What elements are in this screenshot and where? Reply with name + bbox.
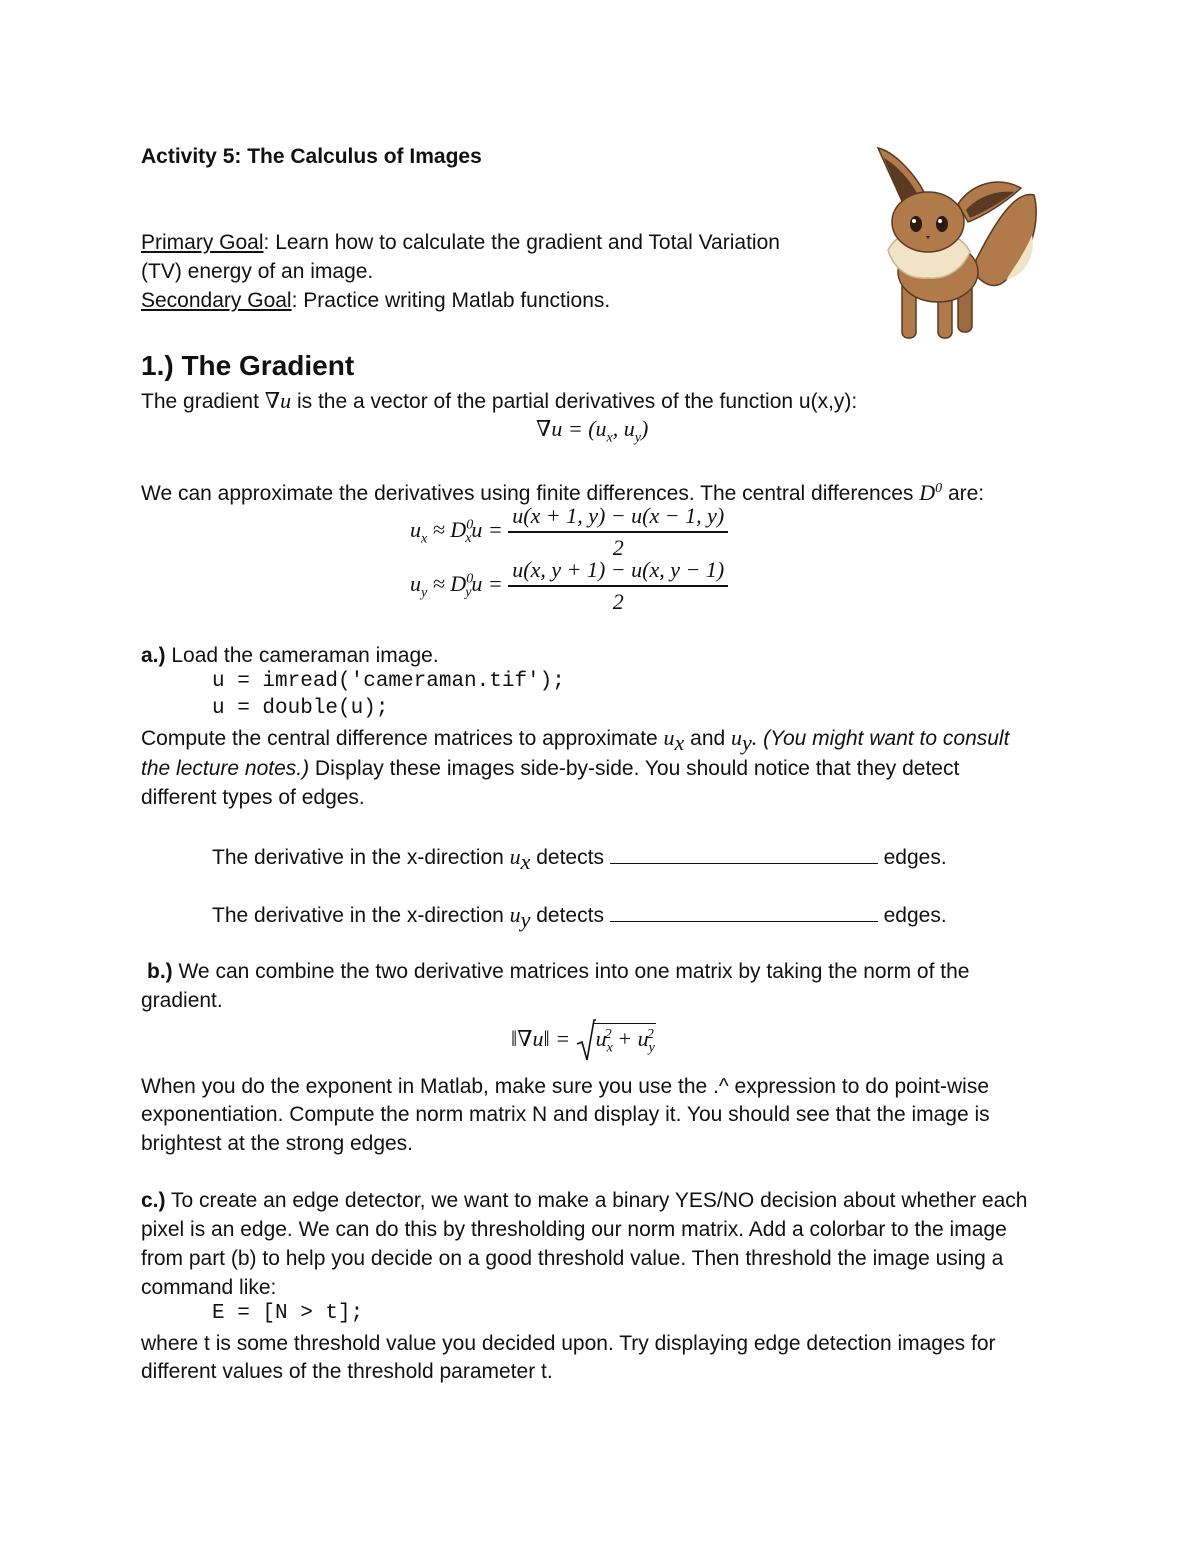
part-a-dot: .: [751, 725, 758, 750]
fill-in-blank-uy[interactable]: [610, 899, 878, 922]
code-line-2: u = double(u);: [212, 697, 389, 720]
norm-ux: u: [595, 1026, 607, 1051]
gradient-intro-b: is the a vector of the partial derivatives of the function u(x,y):: [291, 390, 858, 413]
grad-def-comma: , u: [612, 416, 635, 441]
part-b-line2: gradient.: [141, 989, 223, 1012]
norm-ux-sq: 2: [604, 1026, 612, 1042]
norm-plus: + u: [611, 1026, 649, 1051]
ux-d-sub: x: [465, 531, 472, 547]
fill2-u: u: [509, 902, 521, 927]
d0-symbol: D: [919, 480, 936, 505]
part-a-line2: [141, 755, 959, 783]
d0-sup: 0: [935, 481, 943, 496]
part-b-after-2: exponentiation. Compute the norm matrix N and display it. You should see that the image is: [141, 1103, 990, 1126]
ux-approx: ≈ D: [427, 517, 467, 543]
ux-sub: x: [421, 531, 428, 547]
part-b-after-1: When you do the exponent in Matlab, make sure you use the .^ expression to do point-wise: [141, 1075, 990, 1098]
ux-fraction: [508, 503, 728, 561]
part-a-line2-italic: the lecture notes.): [141, 757, 310, 780]
norm-sqrt: [576, 1026, 656, 1056]
ux-u: u: [410, 517, 421, 543]
part-c-after-2: different values of the threshold parameter t.: [141, 1360, 553, 1383]
part-a-uy: u: [731, 725, 743, 750]
part-c-line3: from part (b) to help you decide on a good threshold value. Then threshold the image using a: [141, 1247, 1004, 1270]
ux-numerator: u(x + 1, y) − u(x − 1, y): [508, 503, 728, 533]
fill2-c: edges.: [877, 904, 947, 927]
uy-approx: ≈ D: [427, 571, 467, 597]
fill1-b: detects: [530, 846, 610, 869]
part-a-text: Load the cameraman image.: [165, 644, 439, 667]
part-a-compute: [141, 724, 1009, 757]
grad-def-lhs: ∇u = (u: [536, 416, 607, 441]
primary-goal-cont: (TV) energy of an image.: [141, 260, 374, 283]
uy-u: u: [410, 571, 421, 597]
secondary-goal: [141, 287, 610, 315]
part-a-line2-rest: Display these images side-by-side. You should notice that they detect: [309, 757, 960, 780]
primary-goal-label: Primary Goal: [141, 231, 264, 254]
part-c-line4: command like:: [141, 1276, 277, 1299]
part-b-text-1: We can combine the two derivative matrices into one matrix by taking the norm of the: [172, 960, 970, 983]
secondary-goal-label: Secondary Goal: [141, 289, 292, 312]
uy-denominator: 2: [612, 589, 624, 614]
fill-in-ux: [212, 841, 947, 876]
code-line-3: E = [N > t];: [212, 1302, 364, 1325]
norm-uy-sq: 2: [646, 1026, 654, 1042]
grad-def-close: ): [640, 416, 649, 441]
part-c-text-1: To create an edge detector, we want to make a binary YES/NO decision about whether each: [165, 1189, 1028, 1212]
code-line-1: u = imread('cameraman.tif');: [212, 670, 565, 693]
ux-formula: [410, 503, 728, 561]
part-b-label: b.): [147, 960, 173, 983]
norm-uy-sub: y: [648, 1040, 655, 1056]
uy-sub: y: [421, 585, 428, 601]
ux-sup: 0: [466, 517, 474, 533]
norm-lhs: ‖∇u‖ =: [511, 1026, 571, 1051]
grad-def-sub-x: x: [606, 430, 613, 446]
norm-formula: [511, 1026, 656, 1056]
uy-numerator: u(x, y + 1) − u(x, y − 1): [508, 557, 728, 587]
fill-in-blank-ux[interactable]: [610, 841, 878, 864]
part-c-line2: pixel is an edge. We can do this by thresholding our norm matrix. Add a colorbar to the image: [141, 1218, 1007, 1241]
eevee-illustration: [866, 140, 1042, 350]
uy-fraction: [508, 557, 728, 615]
page-title: Activity 5: The Calculus of Images: [141, 145, 482, 168]
part-c-label: c.): [141, 1189, 166, 1212]
ux-eq: u =: [471, 517, 503, 543]
grad-symbol: ∇u: [264, 388, 292, 413]
fill2-sub: y: [520, 907, 531, 933]
part-c: [141, 1187, 1027, 1215]
uy-d-sub: y: [465, 585, 472, 601]
section-heading: 1.) The Gradient: [141, 350, 355, 381]
fill-in-uy: [212, 899, 947, 934]
fill1-c: edges.: [877, 846, 947, 869]
primary-goal: [141, 229, 780, 257]
gradient-definition: [536, 416, 648, 446]
part-a-ux-sub: x: [674, 730, 685, 756]
finite-diff-a: We can approximate the derivatives using finite differences. The central differences: [141, 482, 920, 505]
grad-def-sub-y: y: [634, 430, 641, 446]
fill2-a: The derivative in the x-direction: [212, 904, 510, 927]
part-a-and: and: [684, 727, 732, 750]
part-b-after-3: brightest at the strong edges.: [141, 1132, 414, 1155]
part-a-label: a.): [141, 644, 166, 667]
fill1-a: The derivative in the x-direction: [212, 846, 510, 869]
gradient-intro: [141, 387, 857, 416]
part-a-compute-1: Compute the central difference matrices to approximate: [141, 727, 664, 750]
primary-goal-text: : Learn how to calculate the gradient and Total Variation: [263, 231, 780, 254]
eevee-icon: [866, 140, 1042, 350]
part-a: [141, 642, 439, 670]
fill1-sub: x: [520, 849, 531, 875]
fill2-b: detects: [530, 904, 610, 927]
part-a-uy-sub: y: [742, 730, 752, 756]
uy-eq: u =: [471, 571, 503, 597]
norm-ux-sub: x: [606, 1040, 613, 1056]
sqrt-icon: [576, 1018, 596, 1062]
part-c-after-1: where t is some threshold value you decided upon. Try displaying edge detection images for: [141, 1332, 996, 1355]
finite-diff-b: are:: [942, 482, 985, 505]
gradient-intro-a: The gradient: [141, 390, 265, 413]
fill1-u: u: [509, 844, 521, 869]
secondary-goal-text: : Practice writing Matlab functions.: [291, 289, 611, 312]
uy-formula: [410, 557, 728, 615]
sqrt-radicand: [594, 1023, 656, 1056]
part-a-ux: u: [663, 725, 675, 750]
part-a-italic: (You might want to consult: [757, 727, 1010, 750]
part-a-line3: different types of edges.: [141, 786, 365, 809]
uy-sup: 0: [466, 571, 474, 587]
part-b: [147, 958, 969, 986]
ux-denominator: 2: [612, 535, 624, 560]
